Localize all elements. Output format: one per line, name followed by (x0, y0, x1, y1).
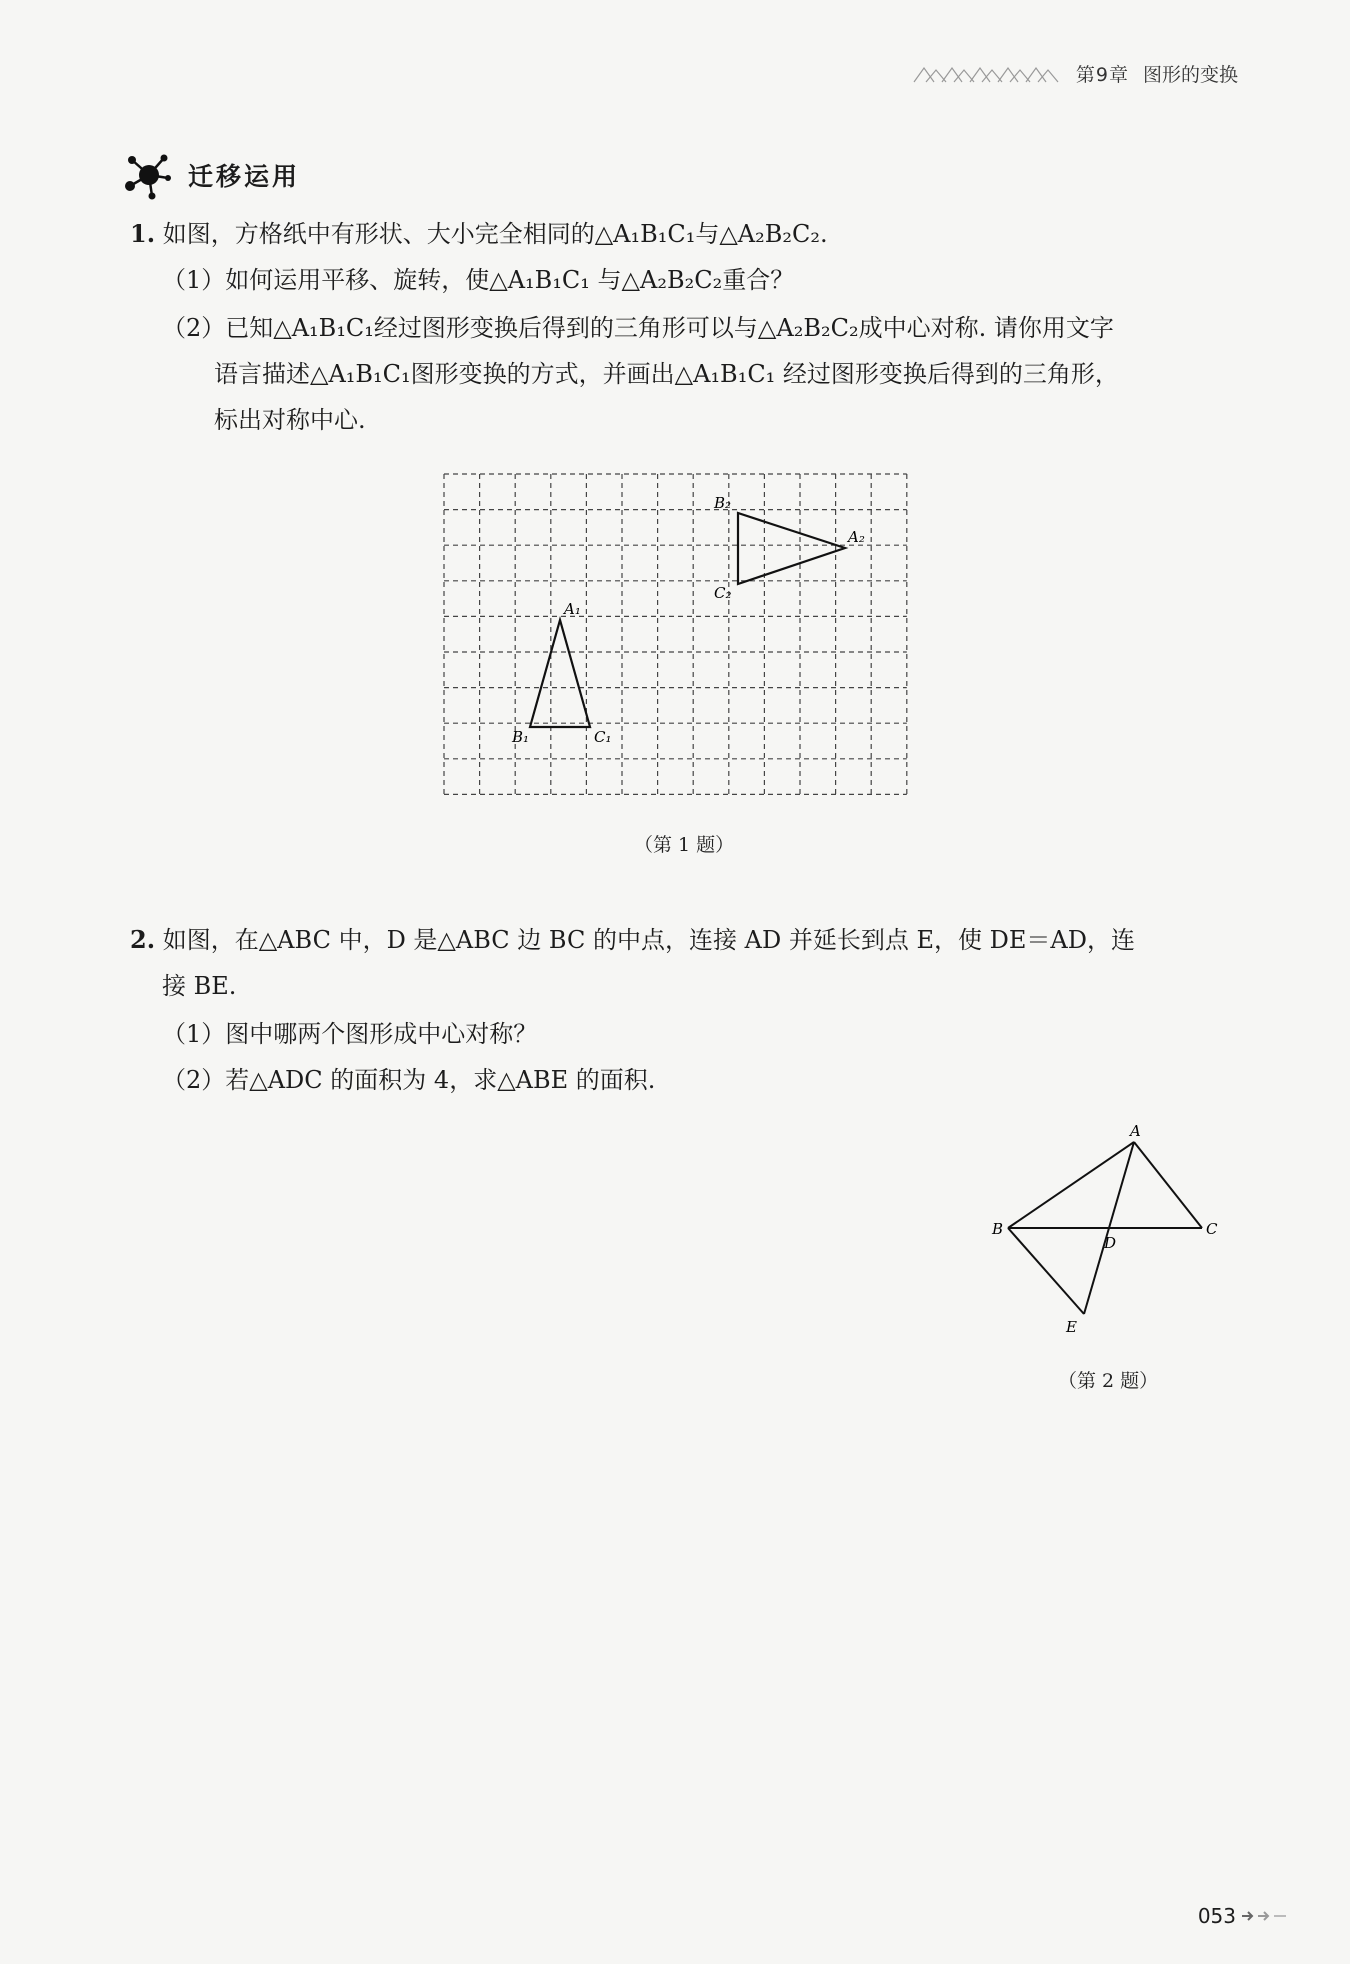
question-1-part-1: （1）如何运用平移、旋转，使△A₁B₁C₁ 与△A₂B₂C₂重合？ (162, 266, 795, 294)
label-c: C (1206, 1220, 1218, 1238)
question-2-stem-line-1 (130, 918, 1135, 962)
label-a2: A₂ (848, 528, 865, 546)
figure-2-triangles (980, 1120, 1240, 1340)
label-b2: B₂ (714, 494, 732, 512)
triangle-a2b2c2 (738, 513, 845, 584)
triangle-a1b1c1 (530, 620, 590, 727)
page-header (912, 60, 1238, 87)
label-e: E (1066, 1318, 1077, 1336)
section-title: 迁移运用 (188, 162, 301, 191)
label-c1: C₁ (594, 728, 612, 746)
figure-2-caption: （第 2 题） (1058, 1370, 1159, 1392)
figure-1-grid (440, 470, 930, 810)
page-number: 053 (1197, 1904, 1236, 1928)
question-1-number: 1. (130, 219, 156, 248)
molecule-icon (124, 150, 174, 200)
mountain-decoration-icon (912, 64, 1062, 84)
question-1-text: 如图，方格纸中有形状、大小完全相同的△A₁B₁C₁与△A₂B₂C₂. (162, 220, 828, 248)
arrow-decoration-icon (1242, 1909, 1290, 1923)
label-b1: B₁ (512, 728, 530, 746)
figure-1-caption: （第 1 题） (634, 834, 735, 856)
question-2-part-2: （2）若△ADC 的面积为 4，求△ABE 的面积. (162, 1066, 656, 1094)
label-a1: A₁ (564, 600, 581, 618)
question-2-number: 2. (130, 925, 156, 954)
question-1-stem (130, 212, 828, 256)
segment-ac (1134, 1142, 1202, 1228)
chapter-label: 第9章 (1075, 64, 1129, 86)
question-1-part-2-line-3: 标出对称中心. (214, 406, 366, 434)
label-b: B (992, 1220, 1004, 1238)
question-2-part-1: （1）图中哪两个图形成中心对称？ (162, 1020, 538, 1048)
dashed-grid (444, 474, 907, 794)
label-c2: C₂ (714, 584, 732, 602)
question-1-part-2-line-2: 语言描述△A₁B₁C₁图形变换的方式，并画出△A₁B₁C₁ 经过图形变换后得到的三角形， (214, 360, 1119, 388)
question-1-part-2-line-1: （2）已知△A₁B₁C₁经过图形变换后得到的三角形可以与△A₂B₂C₂成中心对称. 请你用文字 (162, 314, 1114, 342)
chapter-title: 图形的变换 (1142, 64, 1238, 86)
section-heading (124, 150, 300, 200)
segment-ab (1008, 1142, 1134, 1228)
question-2-stem-line-2: 接 BE. (162, 972, 237, 1000)
page-footer (1198, 1904, 1290, 1928)
label-a: A (1130, 1122, 1141, 1140)
label-d: D (1104, 1234, 1117, 1252)
segment-be (1008, 1228, 1084, 1314)
question-2-text: 如图，在△ABC 中，D 是△ABC 边 BC 的中点，连接 AD 并延长到点 E，使 DE＝AD，连 (162, 926, 1135, 954)
